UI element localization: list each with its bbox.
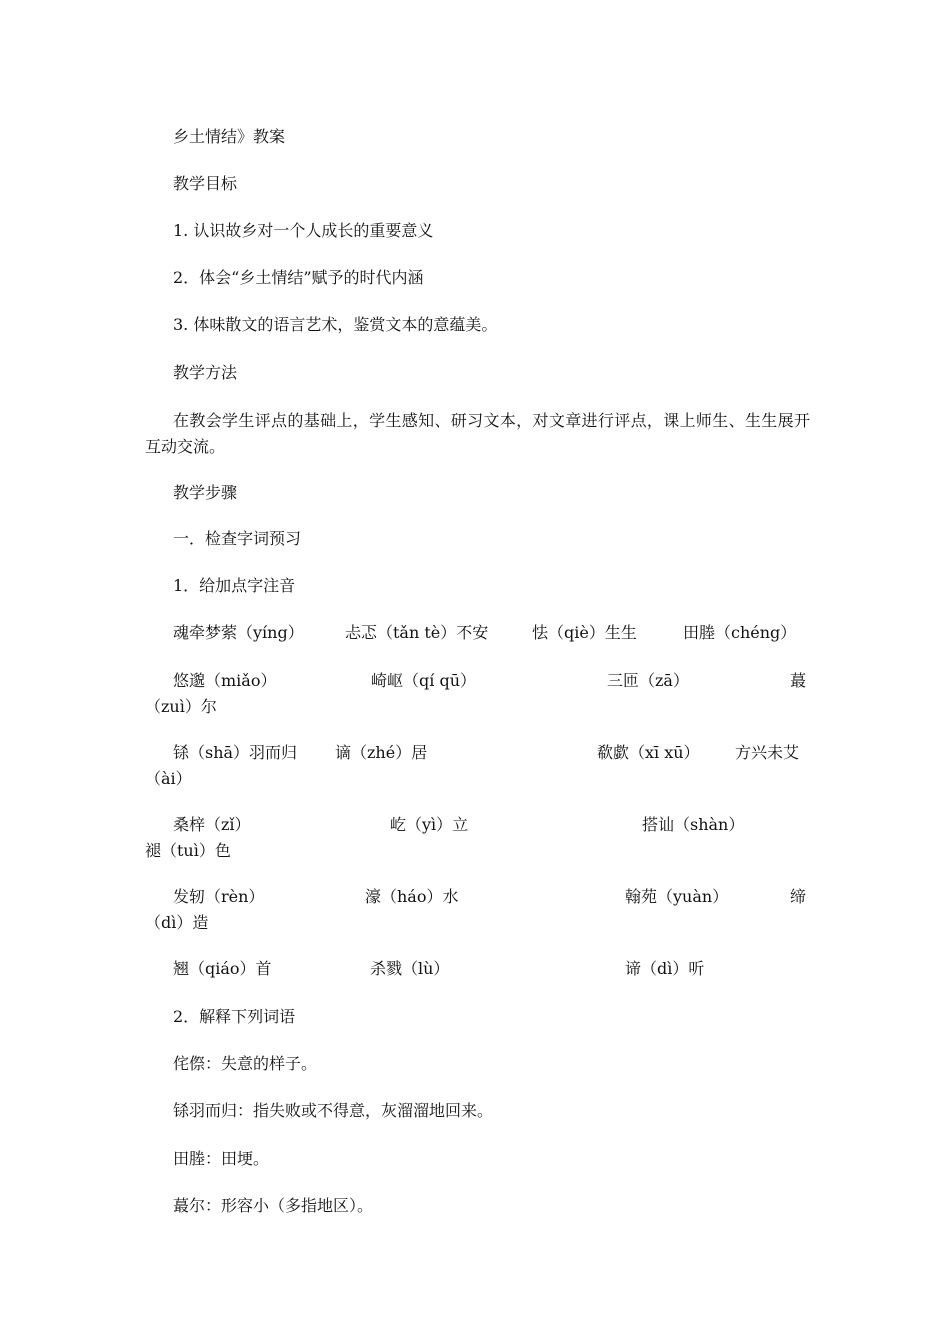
pinyin-entry: 铩（shā）羽而归 xyxy=(173,743,298,762)
methods-paragraph: 在教会学生评点的基础上，学生感知、研习文本，对文章进行评点，课上师生、生生展开互动交流。 xyxy=(145,411,810,456)
pinyin-row xyxy=(145,620,810,646)
pinyin-entry: 翰苑（yuàn） xyxy=(625,887,729,906)
objective-item: 3. 体味散文的语言艺术，鉴赏文本的意蕴美。 xyxy=(173,315,498,334)
definition-item: 侘傺：失意的样子。 xyxy=(173,1054,318,1073)
pinyin-row xyxy=(145,740,810,792)
pinyin-entry: 谛（dì）听 xyxy=(625,959,705,978)
pinyin-entry: 缔 xyxy=(790,887,807,906)
pinyin-entry: 桑梓（zǐ） xyxy=(173,815,251,834)
pinyin-entry: （zuì）尔 xyxy=(145,697,217,716)
pinyin-entry: 欷歔（xī xū） xyxy=(597,743,700,762)
steps-heading: 教学步骤 xyxy=(173,483,238,502)
pinyin-entry: 怯（qiè）生生 xyxy=(532,623,637,642)
pinyin-row xyxy=(145,956,810,982)
pinyin-entry: （dì）造 xyxy=(145,913,209,932)
pinyin-row xyxy=(145,812,810,864)
pinyin-entry: 三匝（zā） xyxy=(607,671,689,690)
pinyin-row xyxy=(145,884,810,936)
pinyin-entry: 谪（zhé）居 xyxy=(335,743,428,762)
pinyin-entry: 屹（yì）立 xyxy=(390,815,469,834)
pinyin-entry: 搭讪（shàn） xyxy=(642,815,745,834)
pinyin-entry: 发轫（rèn） xyxy=(173,887,265,906)
definition-item: 铩羽而归：指失败或不得意，灰溜溜地回来。 xyxy=(173,1101,494,1120)
pinyin-row xyxy=(145,668,810,720)
pinyin-entry: 翘（qiáo）首 xyxy=(173,959,272,978)
objectives-heading: 教学目标 xyxy=(173,174,238,193)
sub1-heading: 1．给加点字注音 xyxy=(173,576,296,595)
pinyin-entry: 田塍（chéng） xyxy=(683,623,797,642)
document-title: 乡土情结》教案 xyxy=(173,127,286,146)
pinyin-entry: 崎岖（qí qū） xyxy=(371,671,476,690)
pinyin-entry: 蕞 xyxy=(790,671,807,690)
methods-heading: 教学方法 xyxy=(173,363,238,382)
pinyin-entry: 悠邈（miǎo） xyxy=(173,671,277,690)
step1-heading: 一．检查字词预习 xyxy=(173,529,302,548)
pinyin-entry: 濠（háo）水 xyxy=(365,887,459,906)
pinyin-entry: （ài） xyxy=(145,769,192,788)
pinyin-entry: 忐忑（tǎn tè）不安 xyxy=(345,623,489,642)
pinyin-entry: 褪（tuì）色 xyxy=(145,841,231,860)
pinyin-entry: 杀戮（lù） xyxy=(370,959,450,978)
pinyin-entry: 方兴未艾 xyxy=(735,743,800,762)
sub2-heading: 2．解释下列词语 xyxy=(173,1007,296,1026)
definition-item: 田塍：田埂。 xyxy=(173,1149,270,1168)
objective-item: 1. 认识故乡对一个人成长的重要意义 xyxy=(173,221,434,240)
pinyin-entry: 魂牵梦萦（yíng） xyxy=(173,623,304,642)
definition-item: 蕞尔：形容小（多指地区）。 xyxy=(173,1196,374,1215)
objective-item: 2．体会“乡土情结”赋予的时代内涵 xyxy=(173,268,424,287)
